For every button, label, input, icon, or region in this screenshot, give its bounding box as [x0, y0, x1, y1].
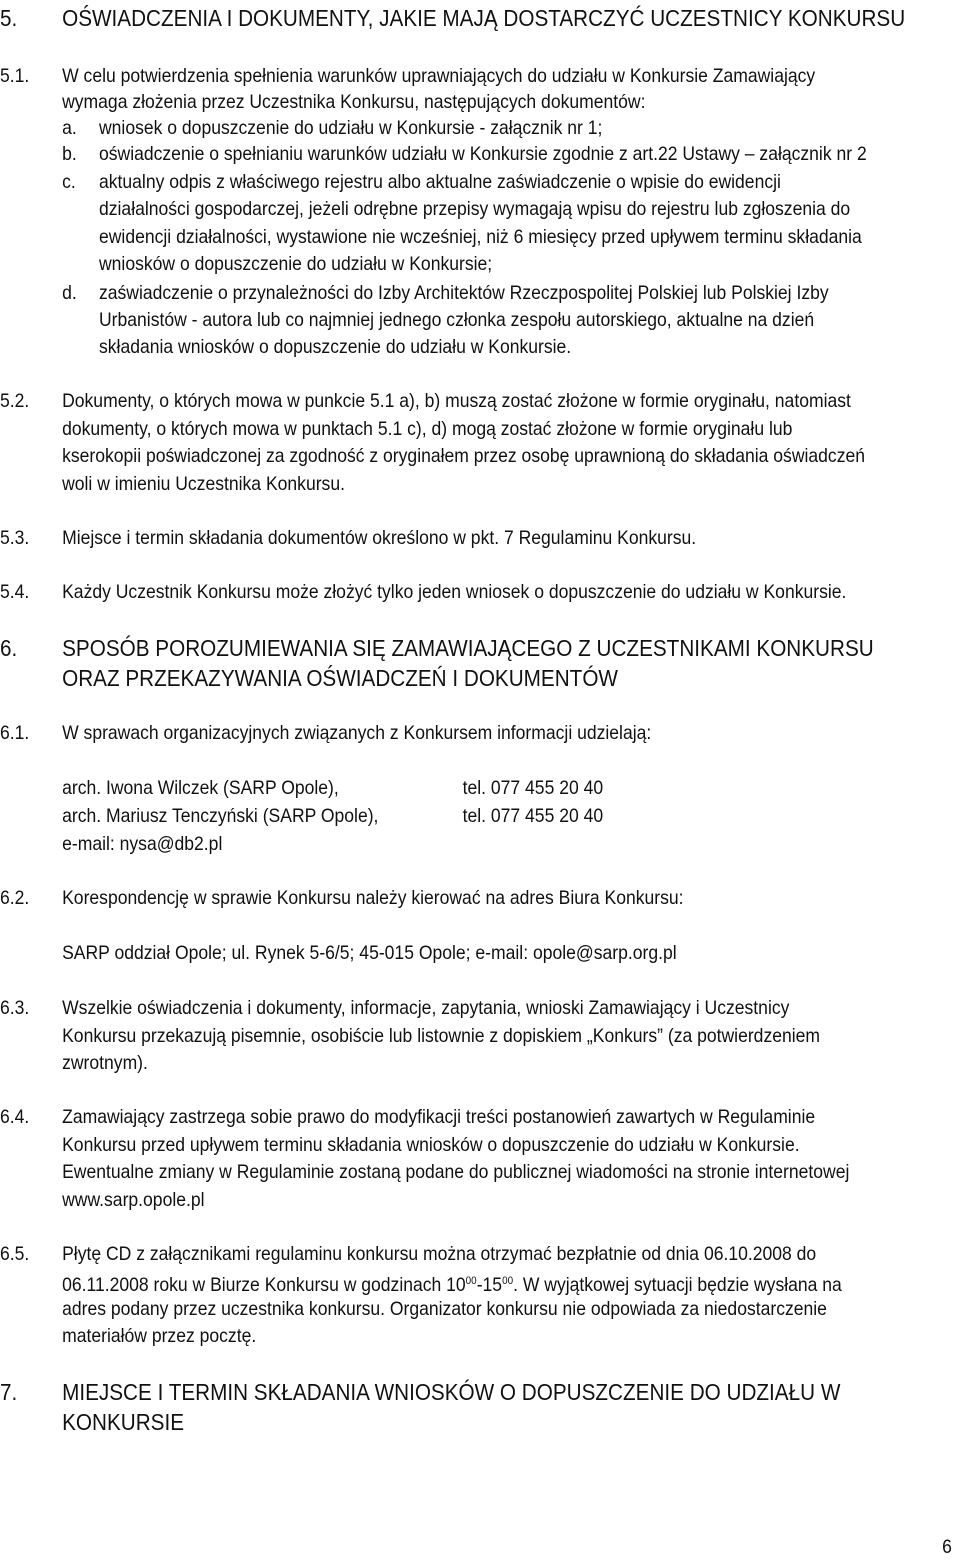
- list-text: składania wniosków o dopuszczenie do udziału w Konkursie.: [99, 336, 572, 358]
- contact-name: arch. Mariusz Tenczyński (SARP Opole),: [62, 805, 379, 827]
- paragraph-number: 6.1.: [0, 722, 30, 744]
- paragraph-number: 5.2.: [0, 390, 30, 412]
- paragraph-text: W sprawach organizacyjnych związanych z Konkursem informacji udzielają:: [62, 722, 652, 744]
- paragraph-text: adres podany przez uczestnika konkursu. Organizator konkursu nie odpowiada za niedostarczenie: [62, 1298, 827, 1320]
- paragraph-text: zwrotnym).: [62, 1052, 148, 1074]
- paragraph-text: Każdy Uczestnik Konkursu może złożyć tylko jeden wniosek o dopuszczenie do udziału w Konkursie.: [62, 581, 847, 603]
- paragraph-number: 5.4.: [0, 581, 30, 603]
- text-segment: -15: [476, 1274, 503, 1296]
- paragraph-text: kserokopii poświadczonej za zgodność z oryginałem przez osobę uprawnioną do składania oświadczeń: [62, 445, 865, 467]
- list-text: oświadczenie o spełnianiu warunków udziału w Konkursie zgodnie z art.22 Ustawy – załącznik nr 2: [99, 143, 867, 165]
- list-label: b.: [62, 143, 77, 165]
- section-number: 6.: [0, 635, 18, 661]
- list-text: zaświadczenie o przynależności do Izby Architektów Rzeczpospolitej Polskiej lub Polskiej Izby: [99, 282, 829, 304]
- section-number: 5.: [0, 5, 18, 31]
- paragraph-text: W celu potwierdzenia spełnienia warunków uprawniających do udziału w Konkursie Zamawiający: [62, 65, 816, 87]
- paragraph-text: materiałów przez pocztę.: [62, 1325, 257, 1347]
- list-text: wniosków o dopuszczenie do udziału w Konkursie;: [99, 253, 493, 275]
- text-segment: 06.11.2008 roku w Biurze Konkursu w godzinach 10: [62, 1274, 466, 1296]
- text-segment: . W wyjątkowej sytuacji będzie wysłana na: [513, 1274, 842, 1296]
- paragraph-text: Miejsce i termin składania dokumentów określono w pkt. 7 Regulaminu Konkursu.: [62, 527, 697, 549]
- contact-name: arch. Iwona Wilczek (SARP Opole),: [62, 777, 339, 799]
- paragraph-text: Korespondencję w sprawie Konkursu należy kierować na adres Biura Konkursu:: [62, 887, 684, 909]
- paragraph-number: 6.2.: [0, 887, 30, 909]
- paragraph-text: wymaga złożenia przez Uczestnika Konkursu, następujących dokumentów:: [62, 91, 646, 113]
- contact-phone: tel. 077 455 20 40: [462, 805, 604, 827]
- list-text: aktualny odpis z właściwego rejestru albo aktualne zaświadczenie o wpisie do ewidencji: [99, 171, 781, 193]
- website-link[interactable]: www.sarp.opole.pl: [62, 1189, 205, 1211]
- paragraph-text: Płytę CD z załącznikami regulaminu konkursu można otrzymać bezpłatnie od dnia 06.10.2008 do: [62, 1243, 817, 1265]
- paragraph-text: Konkursu przekazują pisemnie, osobiście lub listownie z dopiskiem „Konkurs” (za potwierdzeniem: [62, 1025, 821, 1047]
- paragraph-text: Wszelkie oświadczenia i dokumenty, informacje, zapytania, wnioski Zamawiający i Uczestnicy: [62, 997, 790, 1019]
- paragraph-number: 6.3.: [0, 997, 30, 1019]
- address-text: SARP oddział Opole; ul. Rynek 5-6/5; 45-015 Opole; e-mail: opole@sarp.org.pl: [62, 942, 677, 964]
- paragraph-text: Ewentualne zmiany w Regulaminie zostaną podane do publicznej wiadomości na stronie internetowej: [62, 1161, 850, 1183]
- superscript: 00: [502, 1275, 514, 1287]
- paragraph-number: 5.3.: [0, 527, 30, 549]
- paragraph-text: woli w imieniu Uczestnika Konkursu.: [62, 473, 345, 495]
- page-number: 6: [942, 1536, 952, 1558]
- list-text: ewidencji działalności, wystawione nie wcześniej, niż 6 miesięcy przed upływem terminu składania: [99, 226, 862, 248]
- section-title: KONKURSIE: [62, 1409, 185, 1435]
- paragraph-number: 5.1.: [0, 65, 30, 87]
- list-text: wniosek o dopuszczenie do udziału w Konkursie - załącznik nr 1;: [99, 117, 603, 139]
- list-label: c.: [62, 171, 76, 193]
- section-title: MIEJSCE I TERMIN SKŁADANIA WNIOSKÓW O DOPUSZCZENIE DO UDZIAŁU W: [62, 1379, 841, 1405]
- list-label: a.: [62, 117, 77, 139]
- list-text: działalności gospodarczej, jeżeli odrębne przepisy wymagają wpisu do rejestru lub zgłoszenia do: [99, 198, 851, 220]
- paragraph-text: Konkursu przed upływem terminu składania wniosków o dopuszczenie do udziału w Konkursie.: [62, 1134, 800, 1156]
- paragraph-text: dokumenty, o których mowa w punktach 5.1 c), d) mogą zostać złożone w formie oryginału lub: [62, 418, 793, 440]
- section-number: 7.: [0, 1379, 18, 1405]
- section-title: SPOSÓB POROZUMIEWANIA SIĘ ZAMAWIAJĄCEGO Z UCZESTNIKAMI KONKURSU: [62, 635, 874, 661]
- paragraph-text: [62, 1269, 842, 1297]
- paragraph-number: 6.5.: [0, 1243, 30, 1265]
- section-title: OŚWIADCZENIA I DOKUMENTY, JAKIE MAJĄ DOSTARCZYĆ UCZESTNICY KONKURSU: [62, 5, 906, 31]
- paragraph-number: 6.4.: [0, 1106, 30, 1128]
- paragraph-text: Dokumenty, o których mowa w punkcie 5.1 a), b) muszą zostać złożone w formie oryginału, natomiast: [62, 390, 851, 412]
- paragraph-text: Zamawiający zastrzega sobie prawo do modyfikacji treści postanowień zawartych w Regulaminie: [62, 1106, 816, 1128]
- email-link[interactable]: e-mail: nysa@db2.pl: [62, 833, 223, 855]
- list-label: d.: [62, 282, 77, 304]
- superscript: 00: [465, 1275, 477, 1287]
- contact-phone: tel. 077 455 20 40: [462, 777, 604, 799]
- list-text: Urbanistów - autora lub co najmniej jednego członka zespołu autorskiego, aktualne na dzień: [99, 309, 815, 331]
- section-title: ORAZ PRZEKAZYWANIA OŚWIADCZEŃ I DOKUMENTÓW: [62, 665, 618, 691]
